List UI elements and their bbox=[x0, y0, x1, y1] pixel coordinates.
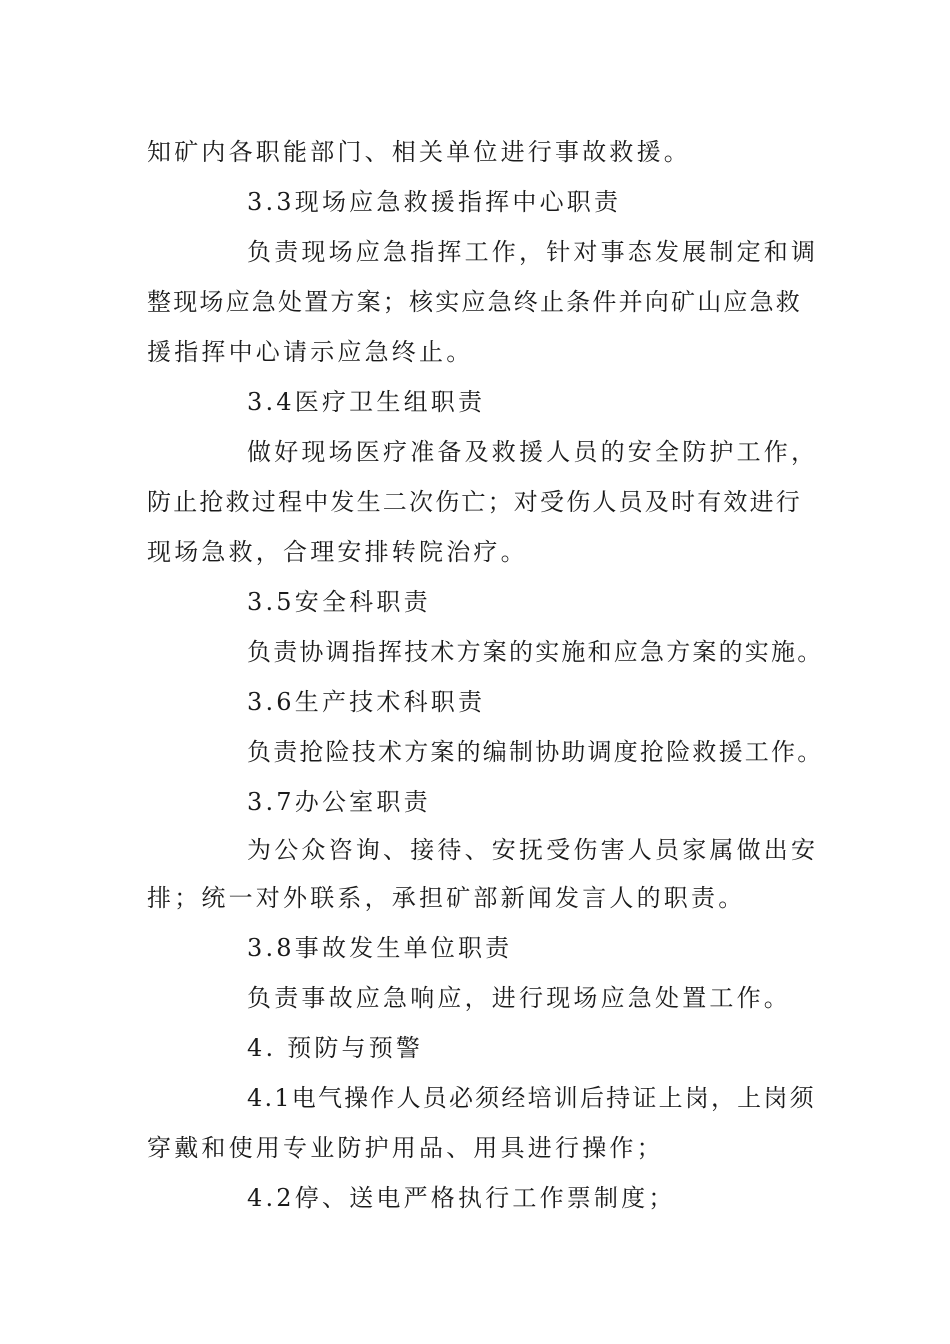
paragraph-line: 4.1电气操作人员必须经培训后持证上岗，上岗须 bbox=[247, 1084, 816, 1112]
paragraph-line: 现场急救，合理安排转院治疗。 bbox=[147, 538, 528, 566]
paragraph-line: 做好现场医疗准备及救援人员的安全防护工作， bbox=[247, 438, 819, 466]
paragraph-line: 援指挥中心请示应急终止。 bbox=[147, 338, 474, 366]
paragraph-line: 整现场应急处置方案；核实应急终止条件并向矿山应急救 bbox=[147, 288, 802, 316]
paragraph-line: 负责事故应急响应，进行现场应急处置工作。 bbox=[247, 984, 791, 1012]
paragraph-line: 负责现场应急指挥工作，针对事态发展制定和调 bbox=[247, 238, 819, 266]
section-heading-4: 4. 预防与预警 bbox=[247, 1034, 424, 1062]
section-heading-3-6: 3.6生产技术科职责 bbox=[247, 688, 486, 716]
paragraph-line: 负责协调指挥技术方案的实施和应急方案的实施。 bbox=[247, 638, 824, 666]
paragraph-line: 负责抢险技术方案的编制协助调度抢险救援工作。 bbox=[247, 738, 824, 766]
section-heading-3-7: 3.7办公室职责 bbox=[247, 788, 431, 816]
section-heading-3-5: 3.5安全科职责 bbox=[247, 588, 431, 616]
section-heading-3-4: 3.4医疗卫生组职责 bbox=[247, 388, 486, 416]
paragraph-line: 穿戴和使用专业防护用品、用具进行操作； bbox=[147, 1134, 664, 1162]
paragraph-line: 知矿内各职能部门、相关单位进行事故救援。 bbox=[147, 138, 691, 166]
paragraph-line: 为公众咨询、接待、安抚受伤害人员家属做出安 bbox=[247, 836, 819, 864]
section-heading-3-8: 3.8事故发生单位职责 bbox=[247, 934, 513, 962]
paragraph-line: 4.2停、送电严格执行工作票制度； bbox=[247, 1184, 676, 1212]
paragraph-line: 排；统一对外联系，承担矿部新闻发言人的职责。 bbox=[147, 884, 746, 912]
paragraph-line: 防止抢救过程中发生二次伤亡；对受伤人员及时有效进行 bbox=[147, 488, 802, 516]
section-heading-3-3: 3.3现场应急救援指挥中心职责 bbox=[247, 188, 622, 216]
